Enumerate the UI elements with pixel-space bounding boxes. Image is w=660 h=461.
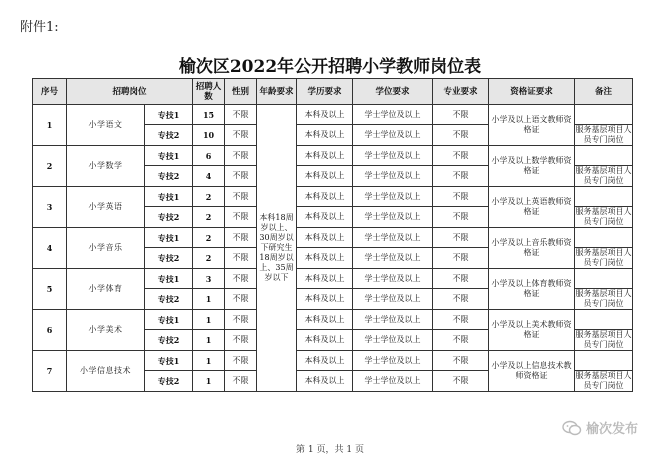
- row-gender: 不限: [225, 330, 257, 351]
- row-note: 服务基层项目人员专门岗位: [575, 166, 632, 185]
- row-gender: 不限: [225, 187, 257, 207]
- row-count: 1: [193, 351, 225, 371]
- row-education: 本科及以上: [297, 228, 353, 248]
- row-count: 2: [193, 207, 225, 228]
- row-cert: 小学及以上英语教师资格证: [489, 187, 575, 228]
- row-major: 不限: [433, 146, 489, 166]
- page-title: 榆次区2022年公开招聘小学教师岗位表: [178, 57, 482, 77]
- row-education: 本科及以上: [297, 330, 353, 351]
- row-count: 1: [193, 330, 225, 351]
- row-note: [575, 269, 633, 289]
- header-education: 学历要求: [297, 79, 353, 105]
- header-post: 招聘岗位: [67, 79, 193, 105]
- row-subpost: 专技2: [145, 207, 193, 228]
- row-gender: 不限: [225, 248, 257, 269]
- row-seq: 5: [33, 269, 67, 310]
- row-subpost: 专技1: [145, 187, 193, 207]
- row-gender: 不限: [225, 166, 257, 187]
- row-note: 服务基层项目人员专门岗位: [575, 125, 632, 144]
- row-subpost: 专技2: [145, 125, 193, 146]
- row-degree: 学士学位及以上: [353, 105, 433, 125]
- row-gender: 不限: [225, 289, 257, 310]
- row-cert: 小学及以上语文教师资格证: [489, 105, 575, 146]
- row-major: 不限: [433, 330, 489, 351]
- row-cert: 小学及以上美术教师资格证: [489, 310, 575, 351]
- row-major: 不限: [433, 166, 489, 187]
- row-post: 小学美术: [67, 310, 145, 351]
- row-degree: 学士学位及以上: [353, 228, 433, 248]
- row-gender: 不限: [225, 207, 257, 228]
- row-degree: 学士学位及以上: [353, 125, 433, 146]
- row-count: 15: [193, 105, 225, 125]
- row-post: 小学音乐: [67, 228, 145, 269]
- table-row: [33, 187, 633, 207]
- row-note: [575, 228, 633, 248]
- row-education: 本科及以上: [297, 125, 353, 146]
- table-row: [33, 228, 633, 248]
- row-post: 小学英语: [67, 187, 145, 228]
- row-gender: 不限: [225, 351, 257, 371]
- row-seq: 7: [33, 351, 67, 392]
- row-major: 不限: [433, 351, 489, 371]
- row-major: 不限: [433, 105, 489, 125]
- wechat-icon: [562, 420, 582, 436]
- row-gender: 不限: [225, 146, 257, 166]
- table-row: [33, 269, 633, 289]
- row-count: 2: [193, 228, 225, 248]
- row-gender: 不限: [225, 371, 257, 392]
- row-degree: 学士学位及以上: [353, 310, 433, 330]
- row-major: 不限: [433, 207, 489, 228]
- row-subpost: 专技1: [145, 310, 193, 330]
- row-education: 本科及以上: [297, 248, 353, 269]
- watermark-text: 榆次发布: [585, 422, 638, 437]
- row-education: 本科及以上: [297, 371, 353, 392]
- row-note: 服务基层项目人员专门岗位: [575, 289, 632, 308]
- row-gender: 不限: [225, 269, 257, 289]
- row-degree: 学士学位及以上: [353, 289, 433, 310]
- row-cert: 小学及以上数学教师资格证: [489, 146, 575, 187]
- row-education: 本科及以上: [297, 289, 353, 310]
- page-footer: 第 1 页，共 1 页: [296, 445, 364, 455]
- header-count: 招聘人数: [193, 79, 225, 105]
- row-major: 不限: [433, 269, 489, 289]
- row-major: 不限: [433, 310, 489, 330]
- row-note: [575, 310, 633, 330]
- row-major: 不限: [433, 248, 489, 269]
- header-cert: 资格证要求: [489, 79, 575, 105]
- row-note: 服务基层项目人员专门岗位: [575, 371, 632, 390]
- row-note: [575, 146, 633, 166]
- row-count: 1: [193, 371, 225, 392]
- row-note: [575, 351, 633, 371]
- job-table: [32, 78, 633, 392]
- table-row: [33, 105, 633, 125]
- row-degree: 学士学位及以上: [353, 166, 433, 187]
- row-seq: 4: [33, 228, 67, 269]
- header-major: 专业要求: [433, 79, 489, 105]
- header-degree: 学位要求: [353, 79, 433, 105]
- row-post: 小学语文: [67, 105, 145, 146]
- row-degree: 学士学位及以上: [353, 269, 433, 289]
- row-note: 服务基层项目人员专门岗位: [575, 248, 632, 267]
- row-degree: 学士学位及以上: [353, 351, 433, 371]
- row-subpost: 专技2: [145, 166, 193, 187]
- row-major: 不限: [433, 125, 489, 146]
- row-gender: 不限: [225, 125, 257, 146]
- row-education: 本科及以上: [297, 105, 353, 125]
- row-major: 不限: [433, 289, 489, 310]
- row-subpost: 专技2: [145, 330, 193, 351]
- row-post: 小学数学: [67, 146, 145, 187]
- row-education: 本科及以上: [297, 269, 353, 289]
- row-degree: 学士学位及以上: [353, 371, 433, 392]
- header-age: 年龄要求: [257, 79, 297, 105]
- row-count: 1: [193, 289, 225, 310]
- row-note: 服务基层项目人员专门岗位: [575, 330, 632, 349]
- row-seq: 6: [33, 310, 67, 351]
- row-education: 本科及以上: [297, 351, 353, 371]
- row-count: 2: [193, 248, 225, 269]
- row-count: 4: [193, 166, 225, 187]
- row-subpost: 专技2: [145, 289, 193, 310]
- row-subpost: 专技1: [145, 105, 193, 125]
- header-gender: 性别: [225, 79, 257, 105]
- row-count: 6: [193, 146, 225, 166]
- table-body: [33, 105, 633, 392]
- header-seq: 序号: [33, 79, 67, 105]
- row-seq: 1: [33, 105, 67, 146]
- row-degree: 学士学位及以上: [353, 146, 433, 166]
- row-note: [575, 105, 633, 125]
- row-gender: 不限: [225, 105, 257, 125]
- row-note: [575, 187, 633, 207]
- row-degree: 学士学位及以上: [353, 187, 433, 207]
- row-major: 不限: [433, 187, 489, 207]
- watermark: [562, 418, 638, 437]
- row-subpost: 专技1: [145, 351, 193, 371]
- row-education: 本科及以上: [297, 166, 353, 187]
- row-education: 本科及以上: [297, 207, 353, 228]
- row-cert: 小学及以上信息技术教师资格证: [489, 351, 575, 392]
- row-count: 10: [193, 125, 225, 146]
- row-cert: 小学及以上体育教师资格证: [489, 269, 575, 310]
- age-requirement: 本科18周岁以上、30周岁以下研究生18周岁以上、35周岁以下: [257, 105, 297, 392]
- row-education: 本科及以上: [297, 187, 353, 207]
- row-gender: 不限: [225, 310, 257, 330]
- row-major: 不限: [433, 371, 489, 392]
- row-gender: 不限: [225, 228, 257, 248]
- header-note: 备注: [575, 79, 633, 105]
- row-post: 小学信息技术: [67, 351, 145, 392]
- row-seq: 2: [33, 146, 67, 187]
- row-subpost: 专技1: [145, 269, 193, 289]
- row-count: 2: [193, 187, 225, 207]
- row-degree: 学士学位及以上: [353, 207, 433, 228]
- table-row: [33, 351, 633, 371]
- row-major: 不限: [433, 228, 489, 248]
- row-count: 3: [193, 269, 225, 289]
- attachment-label: 附件1:: [20, 20, 59, 35]
- row-count: 1: [193, 310, 225, 330]
- table-row: [33, 146, 633, 166]
- row-degree: 学士学位及以上: [353, 330, 433, 351]
- row-degree: 学士学位及以上: [353, 248, 433, 269]
- table-row: [33, 310, 633, 330]
- row-post: 小学体育: [67, 269, 145, 310]
- row-seq: 3: [33, 187, 67, 228]
- row-subpost: 专技2: [145, 371, 193, 392]
- row-education: 本科及以上: [297, 146, 353, 166]
- row-subpost: 专技2: [145, 248, 193, 269]
- row-education: 本科及以上: [297, 310, 353, 330]
- row-subpost: 专技1: [145, 228, 193, 248]
- row-subpost: 专技1: [145, 146, 193, 166]
- row-note: 服务基层项目人员专门岗位: [575, 207, 632, 226]
- row-cert: 小学及以上音乐教师资格证: [489, 228, 575, 269]
- table-header-row: [33, 79, 633, 105]
